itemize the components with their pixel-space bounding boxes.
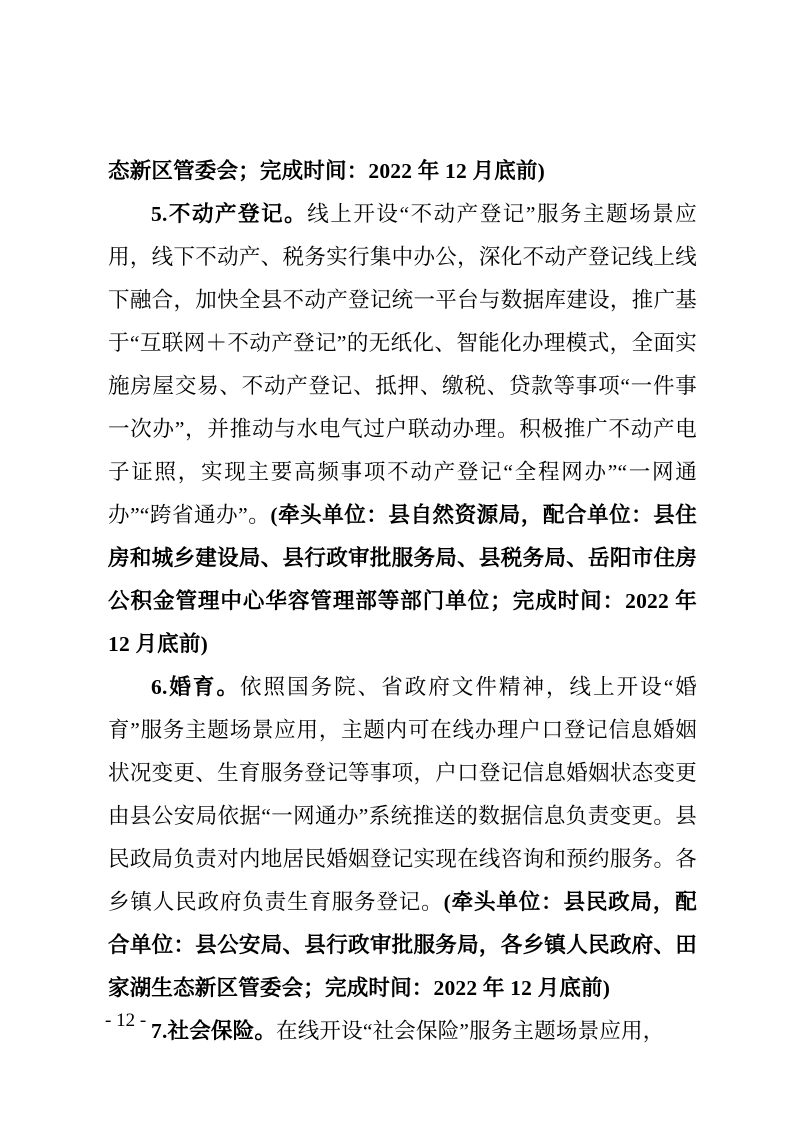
text-run: 依照国务院、省政府文件精神，线上开设“婚育”服务主题场景应用，主题内可在线办理户口登记信息婚姻状况变更、生育服务登记等事项，户口登记信息婚姻状态变更由县公安局依据“一网通办”系统推送的数据信息负责变更。县民政局负责对内地居民婚姻登记实现在线咨询和预约服务。各乡镇人民政府负责生育服务登记。: [108, 675, 697, 914]
text-run: (牵头单位：县民政局，配合单位：县公安局、县行政审批服务局，各乡镇人民政府、田家湖生态新区管委会；完成时间：2022 年 12 月底前): [108, 890, 697, 1000]
document-body: [108, 150, 697, 1053]
text-run: (牵头单位：县自然资源局，配合单位：县住房和城乡建设局、县行政审批服务局、县税务局、岳阳市住房公积金管理中心华容管理部等部门单位；完成时间：2022 年 12 月底前): [108, 503, 697, 656]
text-run: 5.不动产登记。: [151, 202, 308, 226]
paragraph-item-5: [108, 193, 697, 666]
text-run: 6.婚育。: [151, 675, 240, 699]
text-run: 在线开设“社会保险”服务主题场景应用，: [276, 1019, 665, 1043]
text-run: 线上开设“不动产登记”服务主题场景应用，线下不动产、税务实行集中办公，深化不动产登记线上线下融合，加快全县不动产登记统一平台与数据库建设，推广基于“互联网＋不动产登记”的无纸化、智能化办理模式，全面实施房屋交易、不动产登记、抵押、缴税、贷款等事项“一件事一次办”，并推动与水电气过户联动办理。积极推广不动产电子证照，实现主要高频事项不动产登记“全程网办”“一网通办”“跨省通办”。: [108, 202, 697, 527]
paragraph-continuation: [108, 150, 697, 193]
page-number: - 12 -: [105, 1010, 147, 1031]
text-run: 7.社会保险。: [151, 1019, 277, 1043]
text-run: 态新区管委会；完成时间：2022 年 12 月底前): [108, 159, 545, 183]
paragraph-item-6: [108, 666, 697, 1010]
